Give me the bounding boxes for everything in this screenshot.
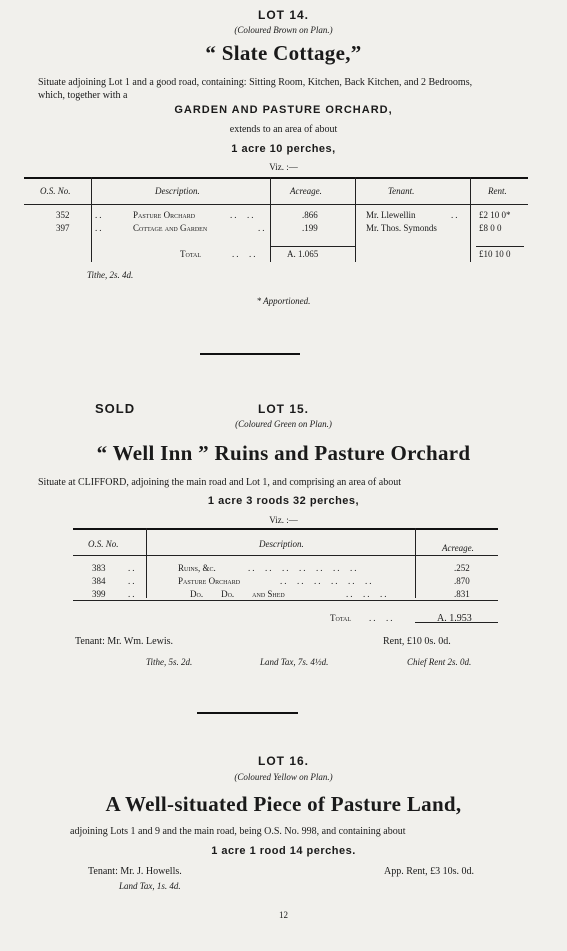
- lot15-heading: LOT 15.: [257, 402, 309, 416]
- lot16-title: A Well-situated Piece of Pasture Land,: [105, 792, 462, 816]
- lot16-plan-note: (Coloured Yellow on Plan.): [234, 772, 333, 782]
- lot15-total-label: Total: [330, 613, 352, 623]
- table-row-399-acreage: .831: [454, 589, 470, 599]
- sold-stamp: SOLD: [95, 401, 136, 416]
- lot14-header-os-no: O.S. No.: [40, 186, 71, 196]
- lot14-description-line1: Situate adjoining Lot 1 and a good road, containing: Sitting Room, Kitchen, Back Kitchen, and 2 Bedrooms,: [38, 77, 473, 88]
- lot14-description-line2: which, together with a: [38, 90, 128, 101]
- lot14-heading: LOT 14.: [257, 8, 309, 22]
- lot15-viz: Viz. :—: [269, 515, 298, 525]
- lot14-subheading: GARDEN AND PASTURE ORCHARD,: [174, 104, 393, 116]
- lot14-title: “ Slate Cottage,”: [205, 41, 362, 65]
- table-row-352-desc: Pasture Orchard: [133, 210, 196, 220]
- lot14-header-rent: Rent.: [488, 186, 507, 196]
- lot14-plan-note: (Coloured Brown on Plan.): [234, 25, 333, 35]
- lot14-extends: extends to an area of about: [229, 124, 338, 135]
- table-row-397-os: 397: [56, 223, 70, 233]
- lot14-tithe: Tithe, 2s. 4d.: [87, 270, 134, 280]
- section-divider: [197, 712, 298, 714]
- table-row-352-os: 352: [56, 210, 70, 220]
- lot16-description: adjoining Lots 1 and 9 and the main road, being O.S. No. 998, and containing about: [70, 826, 406, 837]
- table-row-397-desc: Cottage and Garden: [133, 223, 208, 233]
- lot15-rent: Rent, £10 0s. 0d.: [383, 636, 451, 647]
- lot15-tenant: Tenant: Mr. Wm. Lewis.: [75, 636, 173, 647]
- table-row-384-acreage: .870: [454, 576, 470, 586]
- lot15-header-os-no: O.S. No.: [88, 539, 119, 549]
- lot15-plan-note: (Coloured Green on Plan.): [235, 419, 332, 429]
- lot14-header-tenant: Tenant.: [388, 186, 415, 196]
- table-row-352-acreage: .866: [302, 210, 318, 220]
- lot15-chief-rent: Chief Rent 2s. 0d.: [407, 657, 472, 667]
- lot15-description: Situate at CLIFFORD, adjoining the main road and Lot 1, and comprising an area of about: [38, 477, 401, 488]
- lot16-land-tax: Land Tax, 1s. 4d.: [119, 881, 181, 891]
- page-number: 12: [279, 910, 288, 920]
- lot15-title: “ Well Inn ” Ruins and Pasture Orchard: [96, 441, 471, 465]
- table-row-383-desc: Ruins, &c.: [178, 563, 216, 573]
- table-row-352-rent: £2 10 0*: [479, 210, 511, 220]
- lot14-footnote: * Apportioned.: [256, 296, 311, 306]
- table-row-399-os: 399: [92, 589, 106, 599]
- lot16-heading: LOT 16.: [257, 754, 309, 768]
- table-row-399-desc: Do. Do. and Shed: [190, 589, 285, 599]
- table-row-397-rent: £8 0 0: [479, 223, 502, 233]
- lot14-total-rent: £10 10 0: [479, 249, 511, 259]
- lot16-rent: App. Rent, £3 10s. 0d.: [384, 866, 474, 877]
- lot16-tenant: Tenant: Mr. J. Howells.: [88, 866, 182, 877]
- lot14-total-label: Total: [180, 249, 202, 259]
- lot14-header-description: Description.: [155, 186, 200, 196]
- lot14-header-acreage: Acreage.: [290, 186, 322, 196]
- table-row-397-tenant: Mr. Thos. Symonds: [366, 223, 437, 233]
- lot15-total-acreage: A. 1.953: [437, 613, 472, 624]
- lot15-land-tax: Land Tax, 7s. 4½d.: [260, 657, 329, 667]
- lot15-area: 1 acre 3 roods 32 perches,: [207, 495, 360, 507]
- table-row-384-desc: Pasture Orchard: [178, 576, 241, 586]
- table-row-397-acreage: .199: [302, 223, 318, 233]
- lot14-area: 1 acre 10 perches,: [231, 143, 336, 155]
- section-divider: [200, 353, 300, 355]
- lot14-viz: Viz. :—: [269, 162, 298, 172]
- table-row-383-os: 383: [92, 563, 106, 573]
- table-row-383-acreage: .252: [454, 563, 470, 573]
- lot14-total-acreage: A. 1.065: [287, 249, 319, 259]
- lot16-area: 1 acre 1 rood 14 perches.: [211, 845, 356, 857]
- lot15-header-acreage: Acreage.: [442, 543, 474, 553]
- lot15-tithe: Tithe, 5s. 2d.: [146, 657, 193, 667]
- table-row-352-tenant: Mr. Llewellin: [366, 210, 416, 220]
- lot15-header-description: Description.: [259, 539, 304, 549]
- table-row-384-os: 384: [92, 576, 106, 586]
